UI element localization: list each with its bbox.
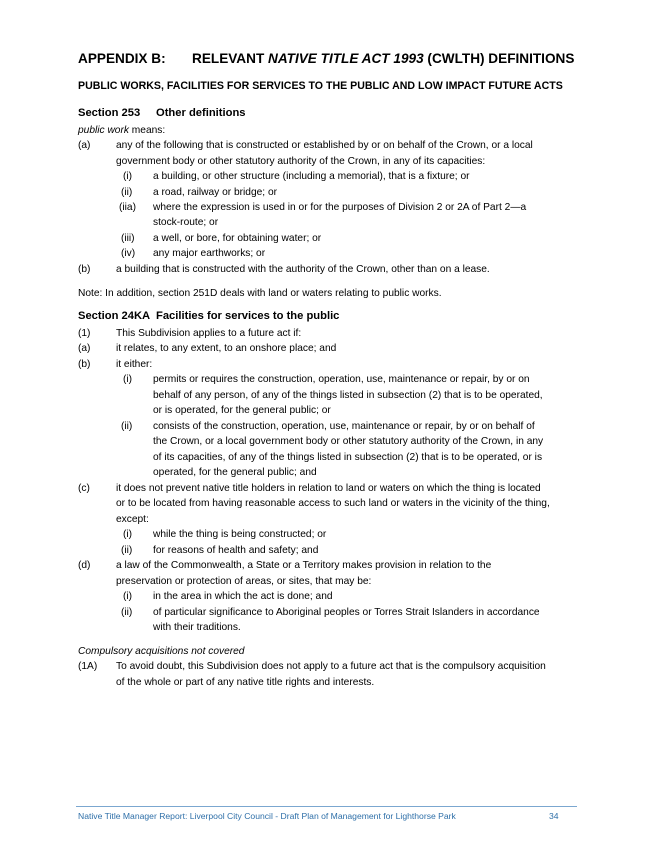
appendix-title-post: (CWLTH) DEFINITIONS [423, 51, 575, 66]
list-text: preservation or protection of areas, or sites, that may be: [116, 576, 372, 587]
sublist-text: any major earthworks; or [153, 248, 266, 259]
section-24ka-number: Section 24KA [78, 310, 151, 322]
list-label: (a) [78, 343, 91, 354]
sublist-text: or is operated, for the general public; or [153, 405, 331, 416]
compulsory-acquisitions-heading: Compulsory acquisitions not covered [78, 646, 245, 657]
sublist-text: a building, or other structure (including a memorial), that is a fixture; or [153, 171, 470, 182]
list-label: (c) [78, 483, 90, 494]
appendix-title-pre: RELEVANT [192, 51, 269, 66]
sublist-label: (i) [123, 529, 133, 540]
list-text: To avoid doubt, this Subdivision does not apply to a future act that is the compulsory acquisition [116, 661, 546, 672]
appendix-label: APPENDIX B: [78, 51, 166, 66]
list-text: or to be located from having reasonable access to such land or waters in the vicinity of the thing, [116, 498, 550, 509]
section-note: Note: In addition, section 251D deals with land or waters relating to public works. [78, 288, 442, 299]
sublist-label: (ii) [121, 545, 133, 556]
sublist-text: permits or requires the construction, operation, use, maintenance or repair, by or on [153, 374, 530, 385]
section-24ka-title: Facilities for services to the public [156, 310, 340, 322]
list-label: (1A) [78, 661, 98, 672]
sublist-text: while the thing is being constructed; or [153, 529, 327, 540]
list-text: government body or other statutory authority of the Crown, in any of its capacities: [116, 156, 486, 167]
sublist-text: of particular significance to Aboriginal peoples or Torres Strait Islanders in accordance [153, 607, 540, 618]
appendix-title [192, 51, 574, 66]
sublist-label: (ii) [121, 187, 133, 198]
sublist-text: where the expression is used in or for the purposes of Division 2 or 2A of Part 2—a [153, 202, 527, 213]
list-text: it does not prevent native title holders in relation to land or waters on which the thing is located [116, 483, 541, 494]
list-label: (1) [78, 328, 91, 339]
footer-text: Native Title Manager Report: Liverpool City Council - Draft Plan of Management for Lighthorse Park [78, 811, 456, 821]
sublist-text: for reasons of health and safety; and [153, 545, 319, 556]
page-number: 34 [549, 811, 559, 821]
footer-divider [76, 806, 577, 807]
list-label: (b) [78, 359, 91, 370]
sublist-text: operated, for the general public; and [153, 467, 317, 478]
sublist-text: in the area in which the act is done; and [153, 591, 333, 602]
list-label: (b) [78, 264, 91, 275]
appendix-heading [78, 51, 575, 66]
section-253-number: Section 253 [78, 107, 141, 119]
sublist-label: (iii) [121, 233, 135, 244]
sublist-text: a well, or bore, for obtaining water; or [153, 233, 322, 244]
defined-term: public work [78, 125, 129, 136]
sublist-text: with their traditions. [153, 622, 241, 633]
sublist-text: behalf of any person, of any of the things listed in subsection (2) that is to be operated, [153, 390, 543, 401]
sublist-label: (i) [123, 374, 133, 385]
list-text: except: [116, 514, 149, 525]
list-label: (d) [78, 560, 91, 571]
sublist-text: stock-route; or [153, 217, 219, 228]
section-24ka-heading [78, 310, 340, 322]
document-subtitle: PUBLIC WORKS, FACILITIES FOR SERVICES TO THE PUBLIC AND LOW IMPACT FUTURE ACTS [78, 80, 563, 92]
definition-means: means: [128, 125, 166, 136]
list-label: (a) [78, 140, 91, 151]
sublist-label: (ii) [121, 607, 133, 618]
sublist-label: (iia) [119, 202, 136, 213]
sublist-label: (i) [123, 591, 133, 602]
sublist-label: (i) [123, 171, 133, 182]
list-text: of the whole or part of any native title rights and interests. [116, 677, 375, 688]
section-253-heading [78, 107, 246, 119]
list-text: it either: [116, 359, 153, 370]
sublist-label: (ii) [121, 421, 133, 432]
list-text: This Subdivision applies to a future act if: [116, 328, 302, 339]
appendix-title-italic: NATIVE TITLE ACT 1993 [268, 51, 424, 66]
section-253-title: Other definitions [156, 107, 246, 119]
sublist-text: a road, railway or bridge; or [153, 187, 278, 198]
definition-intro [78, 124, 165, 138]
list-text: a law of the Commonwealth, a State or a Territory makes provision in relation to the [116, 560, 492, 571]
sublist-text: the Crown, or a local government body or other statutory authority of the Crown, in any [153, 436, 544, 447]
sublist-text: of its capacities, of any of the things listed in subsection (2) that is to be operated, or is [153, 452, 543, 463]
sublist-text: consists of the construction, operation, use, maintenance or repair, by or on behalf of [153, 421, 535, 432]
list-text: a building that is constructed with the authority of the Crown, other than on a lease. [116, 264, 490, 275]
sublist-label: (iv) [121, 248, 136, 259]
list-text: any of the following that is constructed or established by or on behalf of the Crown, or a local [116, 140, 533, 151]
list-text: it relates, to any extent, to an onshore place; and [116, 343, 337, 354]
